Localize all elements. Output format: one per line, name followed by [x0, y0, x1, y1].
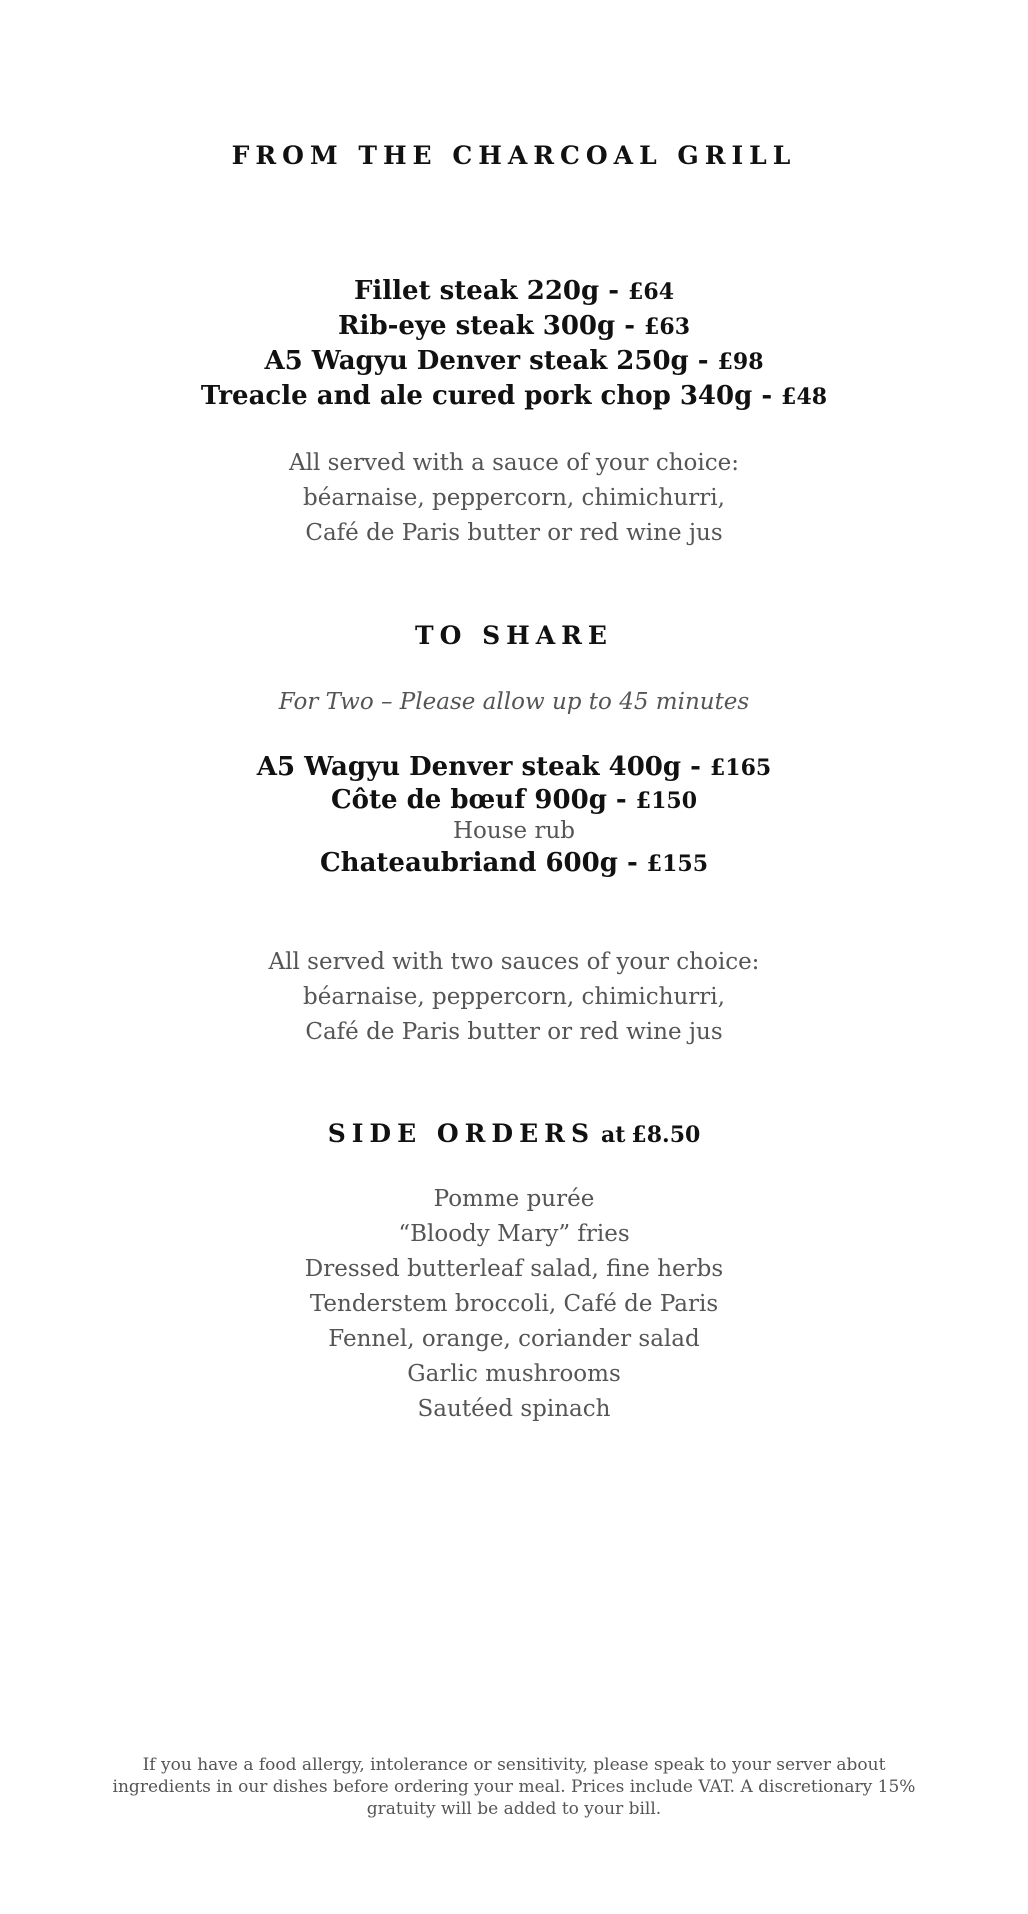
share-sauce-note	[0, 945, 1028, 1050]
item-price: £48	[781, 384, 828, 410]
menu-item	[0, 785, 1028, 816]
sides-price: £8.50	[631, 1122, 701, 1148]
item-price: £63	[644, 314, 691, 340]
item-name: Treacle and ale cured pork chop 340g -	[200, 381, 782, 411]
menu-item	[0, 274, 1028, 309]
side-item: Sautéed spinach	[417, 1396, 611, 1422]
menu-item	[0, 344, 1028, 379]
item-price: £155	[646, 851, 709, 877]
item-price: £150	[635, 788, 698, 814]
share-subtitle: For Two – Please allow up to 45 minutes	[278, 689, 750, 715]
menu-item	[0, 309, 1028, 344]
item-name: A5 Wagyu Denver steak 250g -	[264, 346, 718, 376]
sauce-note-line: Café de Paris butter or red wine jus	[305, 520, 723, 546]
sauce-note-line: béarnaise, peppercorn, chimichurri,	[303, 984, 725, 1010]
item-price: £98	[717, 349, 764, 375]
side-item: Fennel, orange, coriander salad	[328, 1326, 700, 1352]
sauce-note-line: Café de Paris butter or red wine jus	[305, 1019, 723, 1045]
menu-item	[0, 846, 1028, 881]
side-item: Garlic mushrooms	[407, 1361, 621, 1387]
sides-heading	[0, 1119, 1028, 1148]
item-name: Fillet steak 220g -	[353, 276, 629, 306]
share-items	[0, 750, 1028, 881]
sauce-note-line: béarnaise, peppercorn, chimichurri,	[303, 485, 725, 511]
item-price: £64	[628, 279, 675, 305]
share-subtitle-block	[0, 685, 1028, 720]
item-name: A5 Wagyu Denver steak 400g -	[256, 752, 710, 782]
item-price: £165	[709, 755, 772, 781]
house-rub-note: House rub	[453, 818, 575, 844]
menu-item	[0, 379, 1028, 414]
grill-sauce-note	[0, 446, 1028, 551]
grill-heading: FROM THE CHARCOAL GRILL	[231, 141, 797, 170]
sauce-note-line: All served with two sauces of your choice:	[268, 949, 760, 975]
item-name: Rib-eye steak 300g -	[337, 311, 645, 341]
share-heading: TO SHARE	[415, 621, 613, 650]
item-name: Chateaubriand 600g -	[319, 848, 647, 878]
item-name: Côte de bœuf 900g -	[330, 785, 636, 815]
side-item: Tenderstem broccoli, Café de Paris	[309, 1291, 719, 1317]
side-item: Pomme purée	[433, 1186, 595, 1212]
side-item: “Bloody Mary” fries	[398, 1221, 630, 1247]
sides-at-label: at	[601, 1122, 626, 1148]
grill-items	[0, 274, 1028, 414]
menu-item	[0, 750, 1028, 785]
side-item: Dressed butterleaf salad, fine herbs	[304, 1256, 724, 1282]
sides-list	[0, 1182, 1028, 1427]
sides-title: SIDE ORDERS	[327, 1119, 595, 1148]
sauce-note-line: All served with a sauce of your choice:	[288, 450, 740, 476]
allergy-footer: If you have a food allergy, intolerance or sensitivity, please speak to your server about ingredients in our dishes before ordering your meal. Prices include VAT. A discretionary 15% gratuity will be added to your bill.	[112, 1755, 916, 1819]
